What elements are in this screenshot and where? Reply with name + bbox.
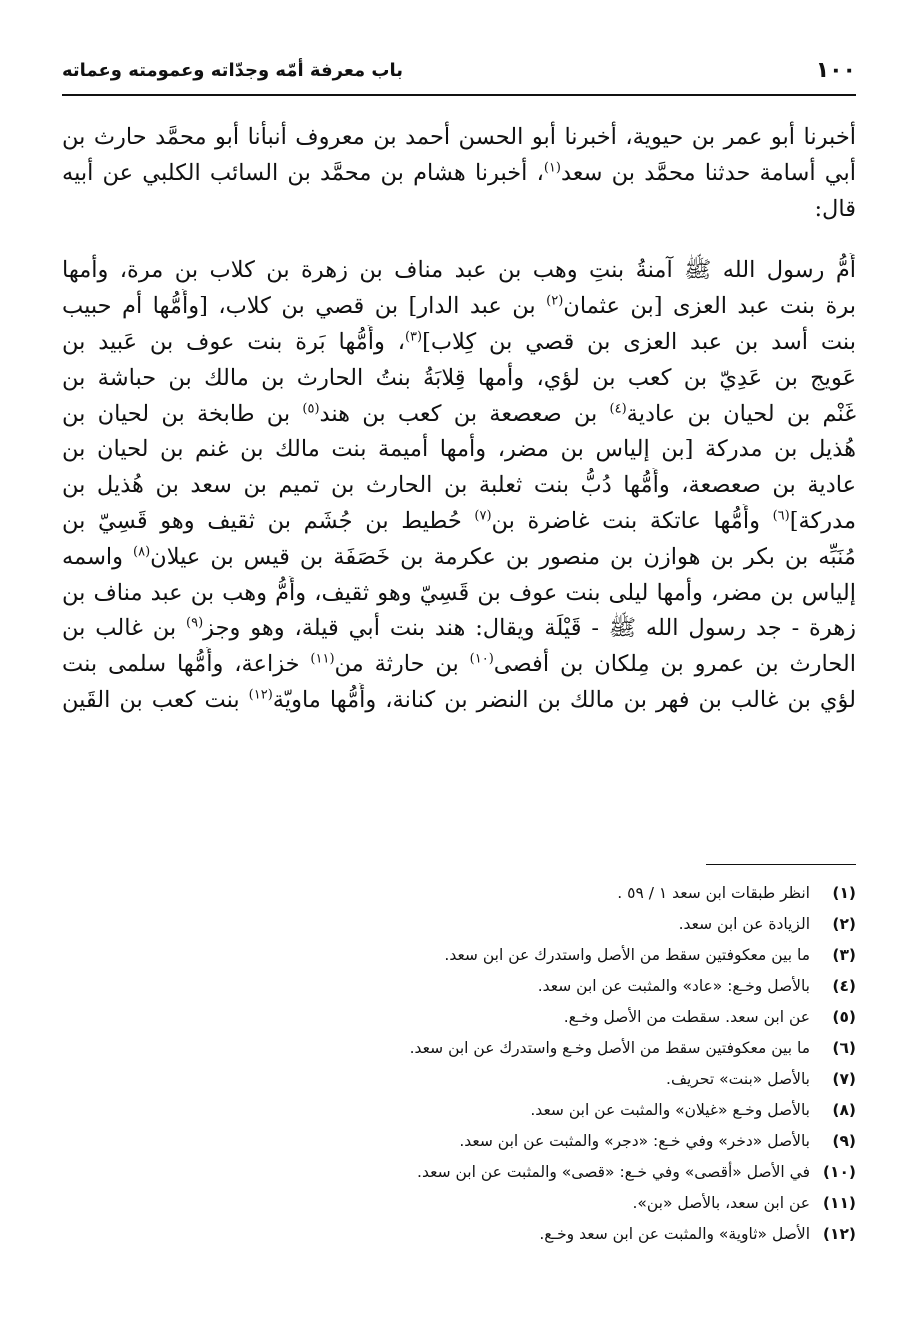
chapter-title: باب معرفة أمّه وجدّاته وعمومته وعماته — [62, 60, 404, 81]
footnote-item — [62, 915, 856, 946]
text-line: برة بنت عبد العزى [بن عثمان$^{(٢)}$ بن عبد الدار] بن قصي بن كلاب، [وأُمُّها أم حبيب — [62, 293, 856, 320]
footnote-reference[interactable]: (٧) — [474, 508, 492, 524]
footnote-reference[interactable]: (٨) — [133, 544, 151, 560]
footnote-text: عن ابن سعد. سقطت من الأصل وخـع. — [563, 1008, 810, 1026]
text-line: مدركة]$^{(٦)}$ وأُمُّها عاتكة بنت غاضرة بن$^{(٧)}$ حُطيط بن جُشَم بن ثقيف وهو قَسِيّ بن — [62, 507, 856, 534]
footnote-text: بالأصل «دخر» وفي خـع: «دجر» والمثبت عن ابن سعد. — [459, 1132, 810, 1150]
footnote-number: (١) — [832, 884, 856, 902]
footnote-divider — [706, 864, 856, 865]
footnote-number: (٣) — [832, 946, 856, 964]
genealogy-paragraph — [62, 253, 856, 718]
text-line: إلياس بن مضر، وأمها ليلى بنت عوف بن قَسِيّ وهو ثقيف، وأُمُّ وهب بن عبد مناف بن — [62, 579, 856, 606]
footnote-number: (٩) — [832, 1132, 856, 1150]
footnote-text: ما بين معكوفتين سقط من الأصل وخـع واستدرك عن ابن سعد. — [409, 1039, 810, 1057]
footnote-reference[interactable]: (١١) — [310, 651, 335, 667]
footnote-text: الأصل «ثاوية» والمثبت عن ابن سعد وخـع. — [539, 1225, 810, 1243]
footnotes-list — [62, 884, 856, 1256]
footnote-text: الزيادة عن ابن سعد. — [678, 915, 810, 933]
footnote-number: (٨) — [832, 1101, 856, 1119]
footnote-reference[interactable]: (٢) — [546, 293, 564, 309]
footnote-number: (٢) — [832, 915, 856, 933]
text-line: غَنْم بن لحيان بن عادية$^{(٤)}$ بن صعصعة بن كعب بن هند$^{(٥)}$ بن طابخة بن لحيان بن — [62, 400, 856, 427]
text-line: عَويج بن عَدِيّ بن كعب بن لؤي، وأمها قِلابَةُ بنتُ الحارث بن مالك بن حباشة بن — [62, 364, 856, 391]
main-text — [62, 120, 856, 719]
footnote-number: (١٠) — [822, 1163, 856, 1181]
text-line: زهرة - جد رسول الله ﷺ - قَيْلَة ويقال: هند بنت أبي قيلة، وهو وجز$^{(٩)}$ بن غالب بن — [62, 615, 856, 642]
text-line: هُذيل بن مدركة [بن إلياس بن مضر، وأمها أميمة بنت مالك بن غنم بن لحيان بن — [62, 436, 856, 463]
footnote-text: عن ابن سعد، بالأصل «بن». — [632, 1194, 810, 1212]
footnote-number: (٥) — [832, 1008, 856, 1026]
footnote-item — [62, 1194, 856, 1225]
footnote-text: بالأصل وخـع «غيلان» والمثبت عن ابن سعد. — [530, 1101, 810, 1119]
footnote-number: (٧) — [832, 1070, 856, 1088]
footnote-reference[interactable]: (٥) — [302, 401, 320, 417]
footnote-item — [62, 1070, 856, 1101]
page-number: ١٠٠ — [815, 58, 856, 83]
footnote-item — [62, 946, 856, 977]
book-page — [62, 50, 856, 1310]
footnote-reference[interactable]: (١٠) — [469, 651, 494, 667]
footnote-number: (١٢) — [822, 1225, 856, 1243]
footnote-number: (١١) — [822, 1194, 856, 1212]
text-line: أُمُّ رسول الله ﷺ آمنةُ بنتِ وهب بن عبد مناف بن زهرة بن كلاب بن مرة، وأمها — [62, 257, 856, 284]
footnote-item — [62, 1225, 856, 1256]
footnote-item — [62, 884, 856, 915]
text-line: عادية بن صعصعة، وأُمُّها دُبُّ بنت ثعلبة بن الحارث بن تميم بن سعد بن هُذيل بن — [62, 472, 856, 499]
text-line: قال: — [814, 195, 856, 222]
footnote-text: انظر طبقات ابن سعد ١ / ٥٩ . — [617, 884, 810, 902]
text-line: أخبرنا أبو عمر بن حيوية، أخبرنا أبو الحسن أحمد بن معروف أنبأنا أبو محمَّد حارث بن — [62, 124, 856, 150]
footnote-item — [62, 1163, 856, 1194]
footnote-item — [62, 977, 856, 1008]
footnote-reference[interactable]: (٩) — [186, 615, 204, 631]
isnad-paragraph — [62, 120, 856, 227]
footnote-reference[interactable]: (٦) — [772, 508, 790, 524]
footnote-item — [62, 1101, 856, 1132]
footnote-reference[interactable]: (١٢) — [248, 687, 273, 703]
footnote-item — [62, 1132, 856, 1163]
text-line: أبي أسامة حدثنا محمَّد بن سعد$^{(١)}$، أخبرنا هشام بن محمَّد بن السائب الكلبي عن أبيه — [62, 159, 856, 186]
footnote-reference[interactable]: (١) — [543, 160, 561, 176]
footnote-number: (٤) — [832, 977, 856, 995]
footnote-item — [62, 1039, 856, 1070]
text-line: لؤي بن غالب بن فهر بن مالك بن النضر بن كنانة، وأُمُّها ماويّة$^{(١٢)}$ بنت كعب بن القَين — [62, 686, 856, 713]
footnote-item — [62, 1008, 856, 1039]
footnote-reference[interactable]: (٣) — [404, 329, 423, 345]
running-header — [62, 50, 856, 96]
text-line: مُنَبِّه بن بكر بن هوازن بن منصور بن عكرمة بن خَصَفَة بن قيس بن عيلان$^{(٨)}$ واسمه — [62, 543, 856, 570]
text-line: بنت أسد بن عبد العزى بن قصي بن كِلاب]$^{(٣)}$، وأُمُّها بَرة بنت عوف بن عَبيد بن — [62, 328, 856, 355]
footnote-text: بالأصل وخـع: «عاد» والمثبت عن ابن سعد. — [537, 977, 810, 995]
footnote-text: ما بين معكوفتين سقط من الأصل واستدرك عن ابن سعد. — [444, 946, 810, 964]
footnote-text: في الأصل «أقصى» وفي خـع: «قصى» والمثبت عن ابن سعد. — [417, 1163, 810, 1181]
footnote-number: (٦) — [832, 1039, 856, 1057]
footnote-text: بالأصل «بنت» تحريف. — [666, 1070, 810, 1088]
text-line: الحارث بن عمرو بن مِلكان بن أفصى$^{(١٠)}$ بن حارثة من$^{(١١)}$ خزاعة، وأُمُّها سلمى بنت — [62, 651, 856, 678]
footnote-reference[interactable]: (٤) — [609, 401, 627, 417]
